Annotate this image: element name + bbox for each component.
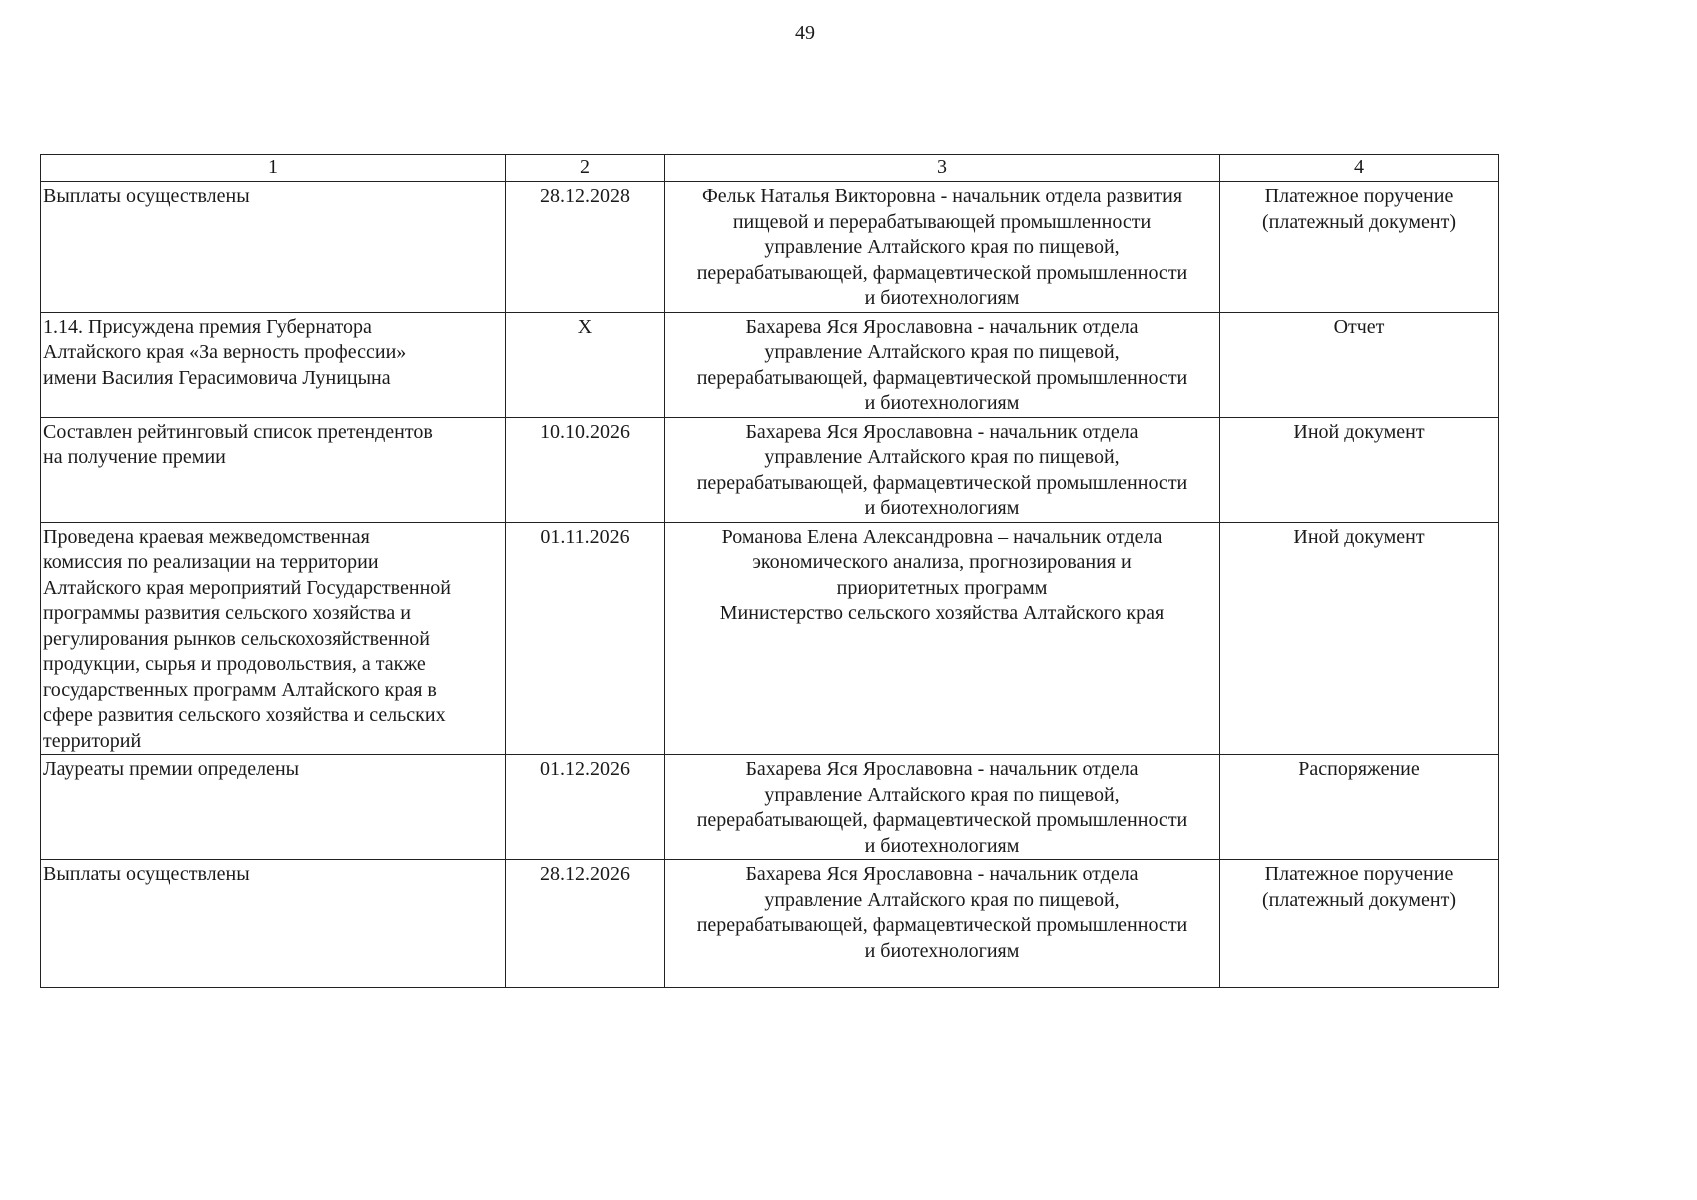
result-text: Алтайского края мероприятий Государственной xyxy=(43,576,451,599)
responsible-text: перерабатывающей, фармацевтической промышленности xyxy=(696,366,1188,389)
date-cell: 01.12.2026 xyxy=(506,755,665,860)
responsible-text: перерабатывающей, фармацевтической промышленности xyxy=(696,809,1188,831)
table-row xyxy=(41,417,1499,522)
document-type-cell xyxy=(1220,182,1499,313)
column-header-2: 2 xyxy=(506,155,665,182)
responsible-text: управление Алтайского края по пищевой, xyxy=(764,341,1120,363)
result-text: программы развития сельского хозяйства и xyxy=(43,602,411,624)
responsible-text: приоритетных программ xyxy=(836,576,1048,599)
column-header-3: 3 xyxy=(665,155,1220,182)
column-header-1: 1 xyxy=(41,155,506,182)
responsible-text: перерабатывающей, фармацевтической промышленности xyxy=(696,261,1188,284)
responsible-text: управление Алтайского края по пищевой, xyxy=(764,446,1120,468)
table-row xyxy=(41,312,1499,417)
date-cell: 28.12.2028 xyxy=(506,182,665,313)
responsible-text: пищевой и перерабатывающей промышленности xyxy=(732,210,1152,233)
responsible-cell xyxy=(665,522,1220,755)
table-header-row xyxy=(41,155,1499,182)
result-cell xyxy=(41,312,506,417)
result-text: на получение премии xyxy=(43,446,226,468)
date-cell: 01.11.2026 xyxy=(506,522,665,755)
responsible-cell xyxy=(665,860,1220,988)
column-header-4: 4 xyxy=(1220,155,1499,182)
result-cell xyxy=(41,417,506,522)
result-text: Выплаты осуществлены xyxy=(43,185,250,207)
responsible-cell xyxy=(665,755,1220,860)
responsible-text: и биотехнологиям xyxy=(864,834,1020,857)
responsible-text: и биотехнологиям xyxy=(864,939,1020,962)
result-text: Выплаты осуществлены xyxy=(43,863,250,885)
result-text: комиссия по реализации на территории xyxy=(43,551,379,573)
document-type-text: Иной документ xyxy=(1293,525,1425,548)
result-text: Составлен рейтинговый список претендентов xyxy=(43,420,433,443)
responsible-cell xyxy=(665,182,1220,313)
result-text: государственных программ Алтайского края в xyxy=(43,678,437,701)
result-cell xyxy=(41,755,506,860)
document-table xyxy=(40,154,1499,988)
date-cell: 10.10.2026 xyxy=(506,417,665,522)
responsible-cell xyxy=(665,417,1220,522)
responsible-text: Фельк Наталья Викторовна - начальник отдела развития xyxy=(701,185,1183,207)
responsible-text: перерабатывающей, фармацевтической промышленности xyxy=(696,471,1188,494)
date-cell: 28.12.2026 xyxy=(506,860,665,988)
responsible-text: Бахарева Яся Ярославовна - начальник отдела xyxy=(745,315,1139,338)
responsible-text: экономического анализа, прогнозирования и xyxy=(752,551,1132,573)
responsible-text: Бахарева Яся Ярославовна - начальник отдела xyxy=(745,420,1139,443)
document-type-text: Платежное поручение xyxy=(1264,863,1454,885)
result-text: 1.14. Присуждена премия Губернатора xyxy=(43,315,372,338)
result-text: Алтайского края «За верность профессии» xyxy=(43,341,407,363)
date-cell: Х xyxy=(506,312,665,417)
result-text: Лауреаты премии определены xyxy=(43,758,300,780)
document-type-cell xyxy=(1220,417,1499,522)
result-cell xyxy=(41,182,506,313)
document-type-text: (платежный документ) xyxy=(1262,210,1456,233)
responsible-text: и биотехнологиям xyxy=(864,287,1020,309)
result-text: продукции, сырья и продовольствия, а также xyxy=(43,653,426,675)
table-row xyxy=(41,860,1499,988)
document-type-cell xyxy=(1220,522,1499,755)
responsible-text: управление Алтайского края по пищевой, xyxy=(764,236,1120,258)
result-text: Проведена краевая межведомственная xyxy=(43,525,370,548)
result-text: сфере развития сельского хозяйства и сельских xyxy=(43,704,446,726)
document-type-text: Иной документ xyxy=(1293,420,1425,443)
responsible-text: Романова Елена Александровна – начальник отдела xyxy=(721,525,1163,548)
result-cell xyxy=(41,860,506,988)
responsible-text: перерабатывающей, фармацевтической промышленности xyxy=(696,914,1188,936)
responsible-text: и биотехнологиям xyxy=(864,392,1020,414)
responsible-text: Бахарева Яся Ярославовна - начальник отдела xyxy=(745,758,1139,780)
document-type-text: Платежное поручение xyxy=(1264,185,1454,207)
document-type-text: (платежный документ) xyxy=(1262,888,1456,911)
document-type-cell xyxy=(1220,755,1499,860)
table-row xyxy=(41,755,1499,860)
document-type-cell xyxy=(1220,860,1499,988)
table-row xyxy=(41,522,1499,755)
responsible-text: управление Алтайского края по пищевой, xyxy=(764,783,1120,806)
table-row xyxy=(41,182,1499,313)
document-type-text: Распоряжение xyxy=(1298,758,1420,780)
responsible-text: Министерство сельского хозяйства Алтайского края xyxy=(719,602,1165,624)
result-text: регулирования рынков сельскохозяйственной xyxy=(43,627,430,650)
result-text: имени Василия Герасимовича Луницына xyxy=(43,366,391,389)
document-type-text: Отчет xyxy=(1333,315,1385,338)
result-cell xyxy=(41,522,506,755)
result-text: территорий xyxy=(43,729,142,752)
responsible-text: и биотехнологиям xyxy=(864,497,1020,519)
responsible-text: Бахарева Яся Ярославовна - начальник отдела xyxy=(745,863,1139,885)
responsible-text: управление Алтайского края по пищевой, xyxy=(764,888,1120,911)
document-type-cell xyxy=(1220,312,1499,417)
page-number: 49 xyxy=(795,22,815,44)
responsible-cell xyxy=(665,312,1220,417)
